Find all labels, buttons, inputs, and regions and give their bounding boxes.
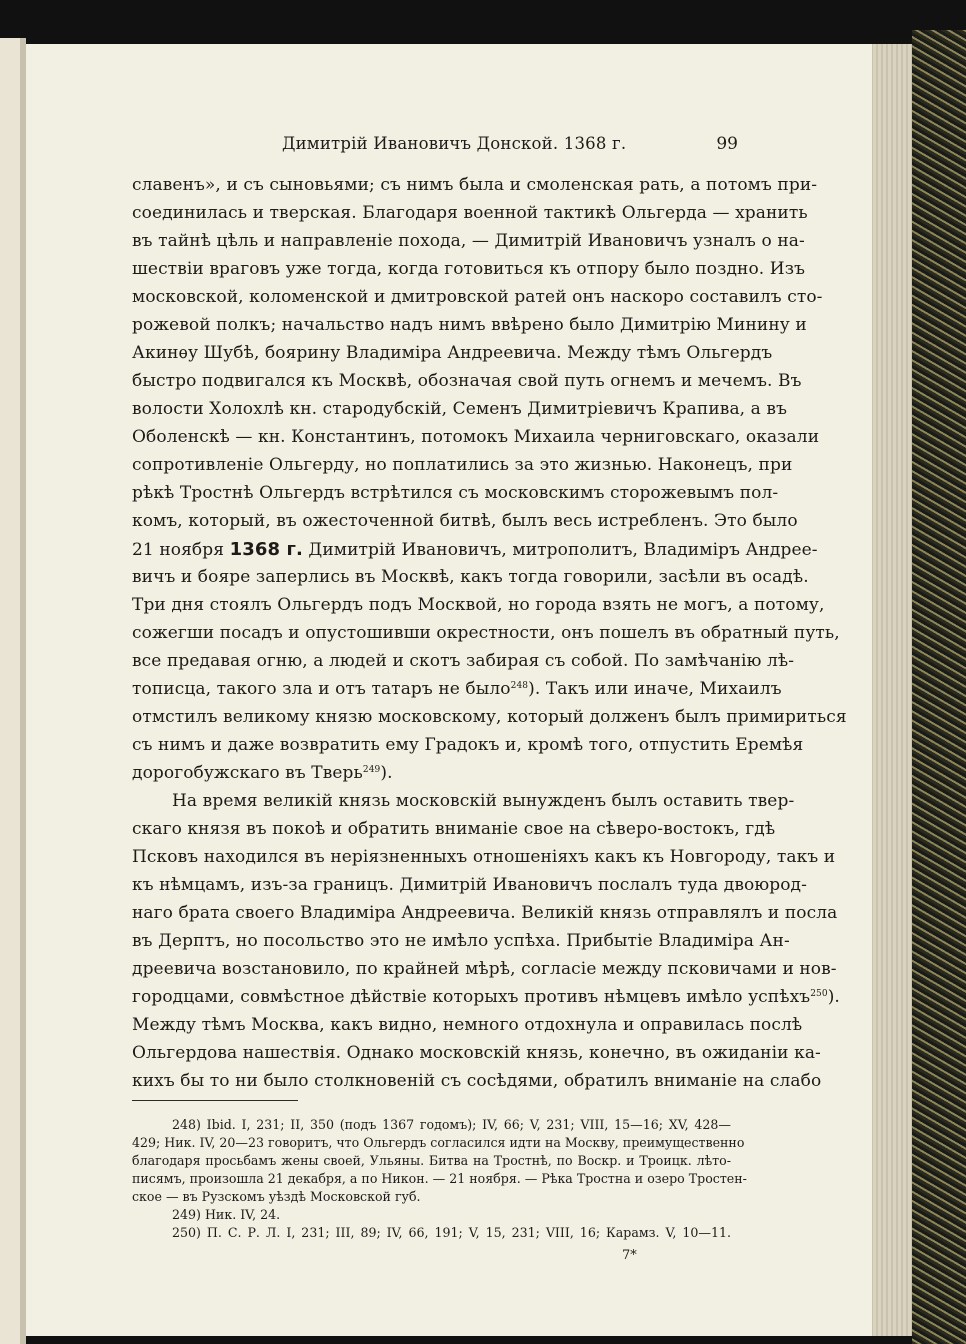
text-line: Акинѳу Шубѣ, боярину Владиміра Андреевича. Между тѣмъ Ольгердъ <box>132 343 773 363</box>
text-line: рѣкѣ Тростнѣ Ольгердъ встрѣтился съ московскимъ сторожевымъ пол- <box>132 483 779 503</box>
text-line: комъ, который, въ ожесточенной битвѣ, былъ весь истребленъ. Это было <box>132 511 798 531</box>
footnote-248-line: благодаря просьбамъ жены своей, Ульяны. Битва на Тростнѣ, по Воскр. и Троицк. лѣто- <box>132 1153 731 1168</box>
text-line: славенъ», и съ сыновьями; съ нимъ была и смоленская рать, а потомъ при- <box>132 175 818 195</box>
text-line: шествіи враговъ уже тогда, когда готовиться къ отпору было поздно. Изъ <box>132 259 806 279</box>
bold-year: 1368 г. <box>229 539 303 560</box>
page-header <box>26 134 872 160</box>
text-line: сожегши посадъ и опустошивши окрестности, онъ пошелъ въ обратный путь, <box>132 623 840 643</box>
footnote-248-line: ское — въ Рузскомъ уѣздѣ Московской губ. <box>132 1189 421 1204</box>
text-span: дорогобужскаго въ Тверь <box>132 763 363 783</box>
text-line: На время великій князь московскій вынужденъ былъ оставить твер- <box>172 791 795 811</box>
text-line: Оболенскѣ — кн. Константинъ, потомокъ Михаила черниговскаго, оказали <box>132 427 820 447</box>
footnote-248-line: 429; Ник. IV, 20—23 говоритъ, что Ольгердъ согласился идти на Москву, преимущественно <box>132 1135 745 1150</box>
text-line: волости Холохлѣ кн. стародубскій, Семенъ Димитріевичъ Крапива, а въ <box>132 399 788 419</box>
book-page <box>26 44 872 1336</box>
text-line: Ольгердова нашествія. Однако московскій князь, конечно, въ ожиданіи ка- <box>132 1043 821 1063</box>
text-span: тописца, такого зла и отъ татаръ не было <box>132 679 511 699</box>
text-line: кихъ бы то ни было столкновеній съ сосѣдями, обратилъ вниманіе на слабо <box>132 1071 822 1091</box>
text-line <box>132 760 731 787</box>
text-line: отмстилъ великому князю московскому, который долженъ былъ примириться <box>132 707 847 727</box>
text-line: въ тайнѣ цѣль и направленіе похода, — Димитрій Ивановичъ узналъ о на- <box>132 231 805 251</box>
text-line: московской, коломенской и дмитровской ратей онъ наскоро составилъ сто- <box>132 287 823 307</box>
text-line: Три дня стоялъ Ольгердъ подъ Москвой, но города взять не могъ, а потому, <box>132 595 825 615</box>
text-line <box>132 536 818 563</box>
text-line <box>132 676 782 703</box>
text-line: сопротивленіе Ольгерду, но поплатились за это жизнью. Наконецъ, при <box>132 455 793 475</box>
footnote-248-line: писямъ, произошла 21 декабря, а по Никон. — 21 ноября. — Рѣка Тростна и озеро Тростен- <box>132 1171 747 1186</box>
signature-mark: 7* <box>622 1248 637 1263</box>
text-span: ). Такъ или иначе, Михаилъ <box>528 679 782 699</box>
footnote-ref: 249 <box>362 765 381 775</box>
text-span: 21 ноября <box>132 540 230 560</box>
text-line: къ нѣмцамъ, изъ-за границъ. Димитрій Ивановичъ послалъ туда двоюрод- <box>132 875 807 895</box>
marbled-cover <box>912 30 966 1344</box>
text-span: ). <box>380 763 393 783</box>
text-span: Димитрій Ивановичъ, митрополитъ, Владиміръ Андрее- <box>302 540 818 560</box>
text-line: Между тѣмъ Москва, какъ видно, немного отдохнула и оправилась послѣ <box>132 1015 803 1035</box>
footnote-ref: 250 <box>810 989 828 999</box>
page-stack-edge <box>868 44 914 1336</box>
text-line: въ Дерптъ, но посольство это не имѣло успѣха. Прибытіе Владиміра Ан- <box>132 931 790 951</box>
running-title: Димитрій Ивановичъ Донской. 1368 г. <box>282 134 627 153</box>
text-line: соединилась и тверская. Благодаря военной тактикѣ Ольгерда — хранить <box>132 203 808 223</box>
text-line: быстро подвигался къ Москвѣ, обозначая свой путь огнемъ и мечемъ. Въ <box>132 371 802 391</box>
text-line: рожевой полкъ; начальство надъ нимъ ввѣрено было Димитрію Минину и <box>132 315 807 335</box>
text-line: дреевича возстановило, по крайней мѣрѣ, согласіе между псковичами и нов- <box>132 959 837 979</box>
footnote-rule <box>132 1100 298 1101</box>
text-line <box>132 984 840 1011</box>
footnote-248-line: 248) Ibid. I, 231; II, 350 (подъ 1367 годомъ); IV, 66; V, 231; VIII, 15—16; XV, 428— <box>172 1117 731 1132</box>
text-line: все предавая огню, а людей и скотъ забирая съ собой. По замѣчанію лѣ- <box>132 651 795 671</box>
text-line: Псковъ находился въ неріязненныхъ отношеніяхъ какъ къ Новгороду, такъ и <box>132 847 836 867</box>
text-line: вичъ и бояре заперлись въ Москвѣ, какъ тогда говорили, засѣли въ осадѣ. <box>132 567 809 587</box>
text-line: скаго князя въ покоѣ и обратить вниманіе свое на сѣверо-востокъ, гдѣ <box>132 819 776 839</box>
text-span: городцами, совмѣстное дѣйствіе которыхъ противъ нѣмцевъ имѣло успѣхъ <box>132 987 811 1007</box>
text-line: наго брата своего Владиміра Андреевича. Великій князь отправлялъ и посла <box>132 903 838 923</box>
footnote-250: 250) П. С. Р. Л. I, 231; III, 89; IV, 66, 191; V, 15, 231; VIII, 16; Карамз. V, 10—11. <box>172 1225 731 1240</box>
text-span: ). <box>827 987 840 1007</box>
footnote-249: 249) Ник. IV, 24. <box>172 1207 281 1222</box>
footnote-ref: 248 <box>510 681 529 691</box>
page-number: 99 <box>716 134 738 154</box>
text-line: съ нимъ и даже возвратить ему Градокъ и, кромѣ того, отпустить Еремѣя <box>132 735 804 755</box>
